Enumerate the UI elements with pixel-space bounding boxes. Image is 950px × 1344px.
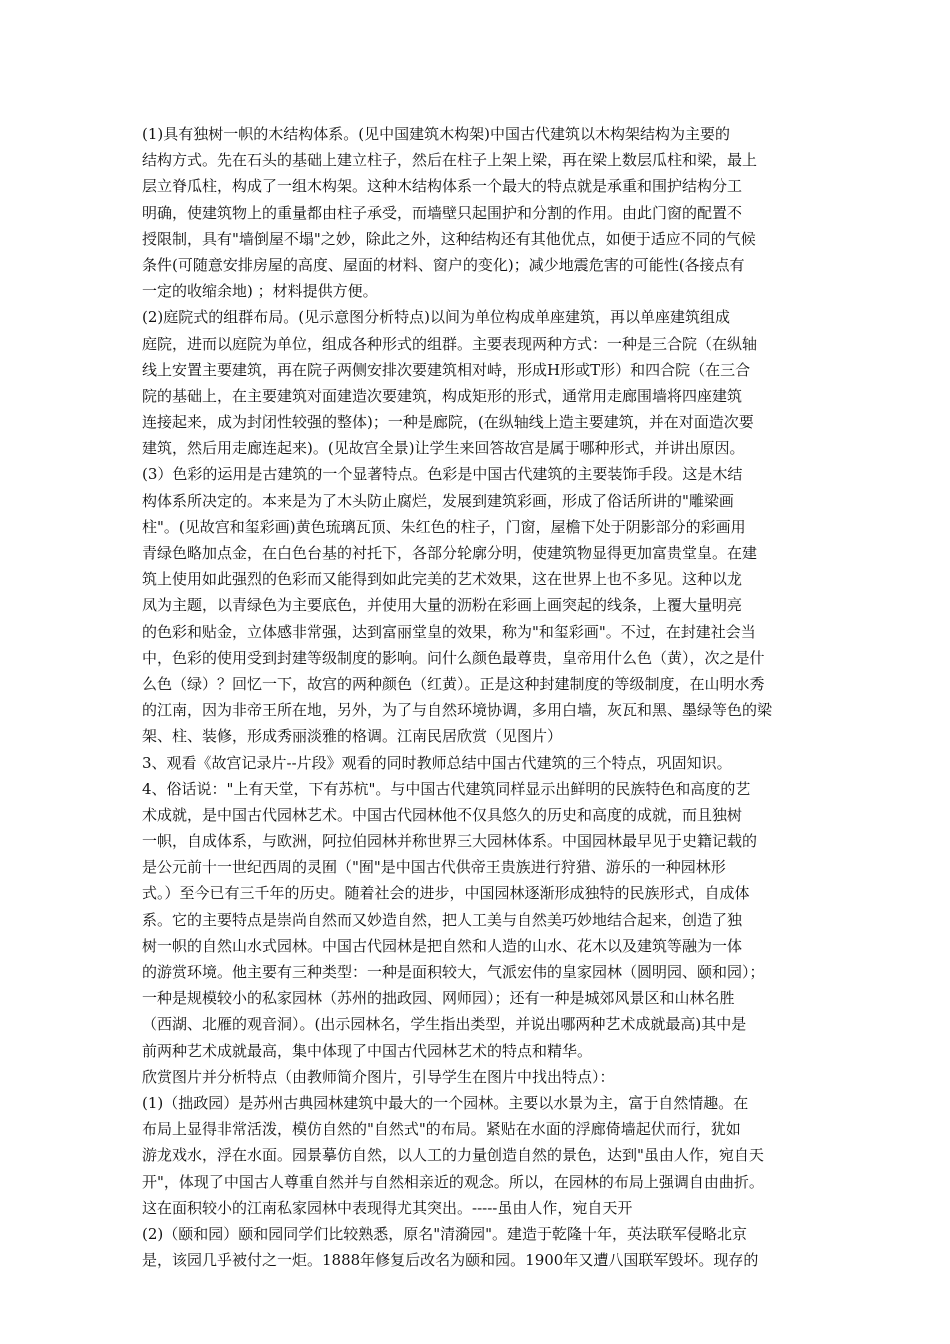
text-line: 4、俗话说："上有天堂，下有苏杭"。与中国古代建筑同样显示出鲜明的民族特色和高度的艺 (142, 779, 751, 798)
text-line: 系。它的主要特点是崇尚自然而又妙造自然，把人工美与自然美巧妙地结合起来，创造了独 (142, 910, 743, 929)
text-line: 一种是规模较小的私家园林（苏州的拙政园、网师园）；还有一种是城郊风景区和山林名胜 (142, 989, 735, 1008)
text-line: 建筑，然后用走廊连起来)。(见故宫全景)让学生来回答故宫是属于哪种形式，并讲出原因。 (142, 439, 745, 458)
text-line: 开"，体现了中国古人尊重自然并与自然相亲近的观念。所以，在园林的布局上强调自由曲折。 (142, 1172, 764, 1191)
text-line: 这在面积较小的江南私家园林中表现得尤其突出。-----虽由人作，宛自天开 (142, 1198, 633, 1217)
text-line: 线上安置主要建筑，再在院子两侧安排次要建筑相对峙，形成H形或T形）和四合院（在三合 (142, 360, 751, 379)
text-line: 凤为主题，以青绿色为主要底色，并使用大量的沥粉在彩画上画突起的线条，上覆大量明亮 (142, 596, 743, 615)
text-line: 构体系所决定的。本来是为了木头防止腐烂，发展到建筑彩画，形成了俗话所讲的"雕梁画 (142, 491, 734, 510)
text-line: 柱"。(见故宫和玺彩画)黄色琉璃瓦顶、朱红色的柱子，门窗，屋檐下处于阴影部分的彩画用 (142, 517, 746, 536)
text-line: 授限制，具有"墙倒屋不塌"之妙，除此之外，这种结构还有其他优点，如便于适应不同的气候 (142, 229, 756, 248)
document-body (142, 121, 809, 1273)
text-line: 结构方式。先在石头的基础上建立柱子，然后在柱子上架上梁，再在梁上数层瓜柱和梁，最上 (142, 151, 758, 170)
text-line: 明确，使建筑物上的重量都由柱子承受，而墙壁只起围护和分割的作用。由此门窗的配置不 (142, 203, 743, 222)
text-line: 一定的收缩余地) ；材料提供方便。 (142, 282, 378, 301)
text-line: 青绿色略加点金，在白色台基的衬托下，各部分轮廓分明，使建筑物显得更加富贵堂皇。在建 (142, 544, 758, 562)
text-line: 的江南，因为非帝王所在地，另外，为了与自然环境协调，多用白墙，灰瓦和黑、墨绿等色的梁 (142, 701, 773, 720)
text-line: 庭院，进而以庭院为单位，组成各种形式的组群。主要表现两种方式：一种是三合院（在纵轴 (142, 334, 758, 353)
text-line: 术成就，是中国古代园林艺术。中国古代园林他不仅具悠久的历史和高度的成就，而且独树 (142, 805, 743, 824)
text-line: 式。）至今已有三千年的历史。随着社会的进步，中国园林逐渐形成独特的民族形式，自成体 (142, 884, 750, 903)
text-line: 么色（绿）？回忆一下，故宫的两种颜色（红黄）。正是这种封建制度的等级制度，在山明水秀 (142, 674, 765, 693)
text-line: 院的基础上，在主要建筑对面建造次要建筑，构成矩形的形式，通常用走廊围墙将四座建筑 (142, 386, 743, 405)
text-line: 的游赏环境。他主要有三种类型：一种是面积较大，气派宏伟的皇家园林（圆明园、颐和园）； (142, 963, 765, 981)
text-line: (2)（颐和园）颐和园同学们比较熟悉，原名"清漪园"。建造于乾隆十年，英法联军侵略北京 (142, 1224, 748, 1243)
text-line: 架、柱、装修，形成秀丽淡雅的格调。江南民居欣赏（见图片） (142, 727, 563, 746)
text-line: (1)具有独树一帜的木结构体系。(见中国建筑木构架)中国古代建筑以木构架结构为主要的 (142, 125, 730, 143)
text-line: （西湖、北雁的观音洞）。(出示园林名，学生指出类型，并说出哪两种艺术成就最高)其中是 (142, 1015, 747, 1034)
text-line: 欣赏图片并分析特点（由教师简介图片，引导学生在图片中找出特点）： (142, 1067, 615, 1086)
text-line: 的色彩和贴金，立体感非常强，达到富丽堂皇的效果，称为"和玺彩画"。不过，在封建社会当 (142, 622, 756, 641)
text-line: 筑上使用如此强烈的色彩而又能得到如此完美的艺术效果，这在世界上也不多见。这种以龙 (142, 570, 743, 589)
text-line: 连接起来，成为封闭性较强的整体)；一种是廊院，(在纵轴线上造主要建筑，并在对面造次要 (142, 413, 754, 432)
text-line: (1)（拙政园）是苏州古典园林建筑中最大的一个园林。主要以水景为主，富于自然情趣。在 (142, 1093, 749, 1112)
text-line: 层立脊瓜柱，构成了一组木构架。这种木结构体系一个最大的特点就是承重和围护结构分工 (142, 177, 743, 196)
text-line: 树一帜的自然山水式园林。中国古代园林是把自然和人造的山水、花木以及建筑等融为一体 (142, 936, 743, 955)
text-line: (2)庭院式的组群布局。(见示意图分析特点)以间为单位构成单座建筑，再以单座建筑组成 (142, 308, 730, 327)
text-line: 中，色彩的使用受到封建等级制度的影响。问什么颜色最尊贵，皇帝用什么色（黄），次之是什 (142, 648, 765, 667)
text-line: 是，该园几乎被付之一炬。1888年修复后改名为颐和园。1900年又遭八国联军毁坏。现存的 (142, 1251, 759, 1270)
text-line: 游龙戏水，浮在水面。园景摹仿自然，以人工的力量创造自然的景色，达到"虽由人作，宛自天 (142, 1146, 764, 1165)
text-line: 布局上显得非常活泼，模仿自然的"自然式"的布局。紧贴在水面的浮廊倚墙起伏而行，犹如 (142, 1120, 741, 1139)
text-line: (3）色彩的运用是古建筑的一个显著特点。色彩是中国古代建筑的主要装饰手段。这是木结 (142, 465, 743, 484)
text-line: 3、观看《故宫记录片--片段》观看的同时教师总结中国古代建筑的三个特点，巩固知识。 (142, 753, 732, 772)
text-line: 条件(可随意安排房屋的高度、屋面的材料、窗户的变化)；减少地震危害的可能性(各接点有 (142, 255, 745, 274)
text-line: 前两种艺术成就最高，集中体现了中国古代园林艺术的特点和精华。 (142, 1041, 593, 1060)
text-line: 一帜，自成体系，与欧洲，阿拉伯园林并称世界三大园林体系。中国园林最早见于史籍记载的 (142, 832, 758, 851)
text-line: 是公元前十一世纪西周的灵囿（"囿"是中国古代供帝王贵族进行狩猎、游乐的一种园林形 (142, 858, 726, 877)
